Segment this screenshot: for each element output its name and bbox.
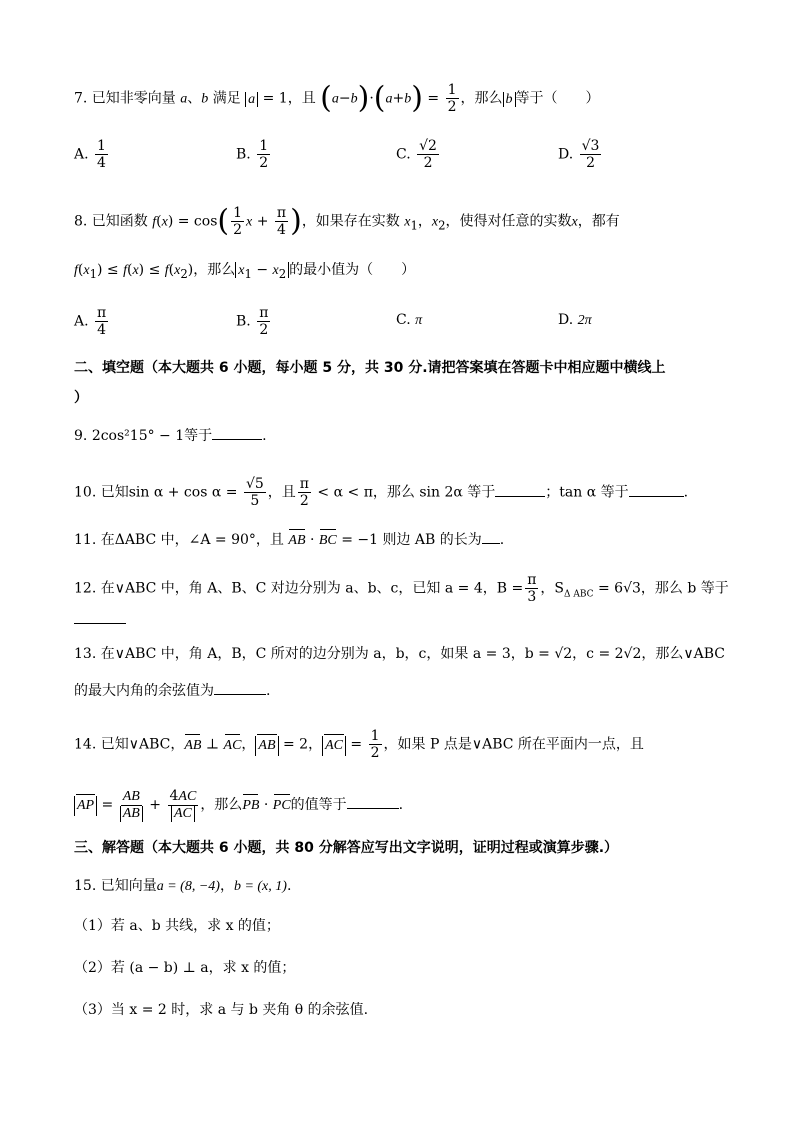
q13-answer-blank[interactable]	[214, 694, 266, 695]
q14-line1: 14. 已知∨ABC，AB ⊥ AC， AB = 2， AC = $\frac{1}{2}$ ，如果 P 点是∨ABC 所在平面内一点，且	[74, 728, 644, 761]
q14-answer-blank[interactable]	[347, 808, 399, 809]
q10: 10. 已知sin α + cos α = $\frac{√5}{5}$ ，且 $\frac{\pi}{2}$ < α < π，那么 sin 2α 等于 ；tan α 等于 .	[74, 476, 689, 509]
q10-answer-blank-1[interactable]	[495, 496, 545, 497]
q12: 12. 在∨ABC 中，角 A、B、C 对边分别为 a、b、c，已知 a = 4，B = $\frac{\pi}{3}$ ，$S_{\Delta ABC} = 6√3$，那么 b 等于	[74, 572, 729, 605]
q7-option-b[interactable]: B. $\frac{1}{2}$	[236, 138, 269, 171]
q13-line1: 13. 在∨ABC 中，角 A，B，C 所对的边分别为 a，b，c，如果 a = 3，b = √2，c = 2√2，那么∨ABC	[74, 646, 725, 662]
q12-blank-line	[74, 610, 126, 630]
section2-title: 二、填空题（本大题共 6 小题，每小题 5 分，共 30 分.请把答案填在答题卡中相应题中横线上	[74, 360, 666, 376]
q12-answer-blank[interactable]	[74, 623, 126, 624]
q8-option-b[interactable]: B. $\frac{\pi}{2}$	[236, 305, 269, 338]
q7-option-d[interactable]: D. $\frac{√3}{2}$	[558, 138, 600, 171]
q8-line2: $f(x_1) \le f(x) \le f(x_2)$，那么 $x_1 - x_2$ 的最小值为（ ）	[74, 262, 416, 281]
q9: 9. 2cos²15° − 1等于 .	[74, 428, 267, 444]
q13-line2: 的最大内角的余弦值为 .	[74, 683, 271, 699]
q15-part1: （1）若 a、b 共线，求 x 的值；	[74, 918, 280, 934]
q7-option-a[interactable]: A. $\frac{1}{4}$	[74, 138, 106, 171]
q15-part3: （3）当 x = 2 时，求 a 与 b 夹角 θ 的余弦值.	[74, 1002, 369, 1018]
q10-answer-blank-2[interactable]	[629, 496, 684, 497]
q8-option-c[interactable]: C. π	[396, 312, 423, 328]
q8-option-a[interactable]: A. $\frac{\pi}{4}$	[74, 305, 107, 338]
q7-stem: 7. 已知非零向量 a、b 满足 a = 1，且 (a−b)·(a+b) = $\frac{1}{2}$ ，那么 b 等于（ ）	[74, 80, 600, 116]
q8-option-d[interactable]: D. 2π	[558, 312, 592, 328]
q9-answer-blank[interactable]	[212, 439, 262, 440]
q14-line2: AP = $\frac{AB}{AB}$ + $\frac{4AC}{AC}$ ，那么PB · PC的值等于 .	[74, 788, 403, 822]
section3-title: 三、解答题（本大题共 6 小题，共 80 分解答应写出文字说明，证明过程或演算步骤.）	[74, 840, 619, 856]
q7-half: $\frac{1}{2}$	[447, 82, 457, 115]
q11: 11. 在ΔABC 中，∠A = 90°，且 AB · BC = −1 则边 AB 的长为 .	[74, 530, 504, 551]
q7-option-c[interactable]: C. $\frac{√2}{2}$	[396, 138, 437, 171]
q8-stem: 8. 已知函数 f(x) = cos( $\frac{1}{2}$ x + $\frac{\pi}{4}$ )，如果存在实数 $x_1$，$x_2$，使得对任意的实数x，都有	[74, 203, 620, 239]
q15-stem: 15. 已知向量a = (8, −4)，b = (x, 1).	[74, 878, 292, 894]
q11-answer-blank[interactable]	[482, 543, 500, 544]
q15-part2: （2）若 (a − b) ⊥ a，求 x 的值；	[74, 960, 296, 976]
section2-title-end: ）	[74, 390, 88, 406]
